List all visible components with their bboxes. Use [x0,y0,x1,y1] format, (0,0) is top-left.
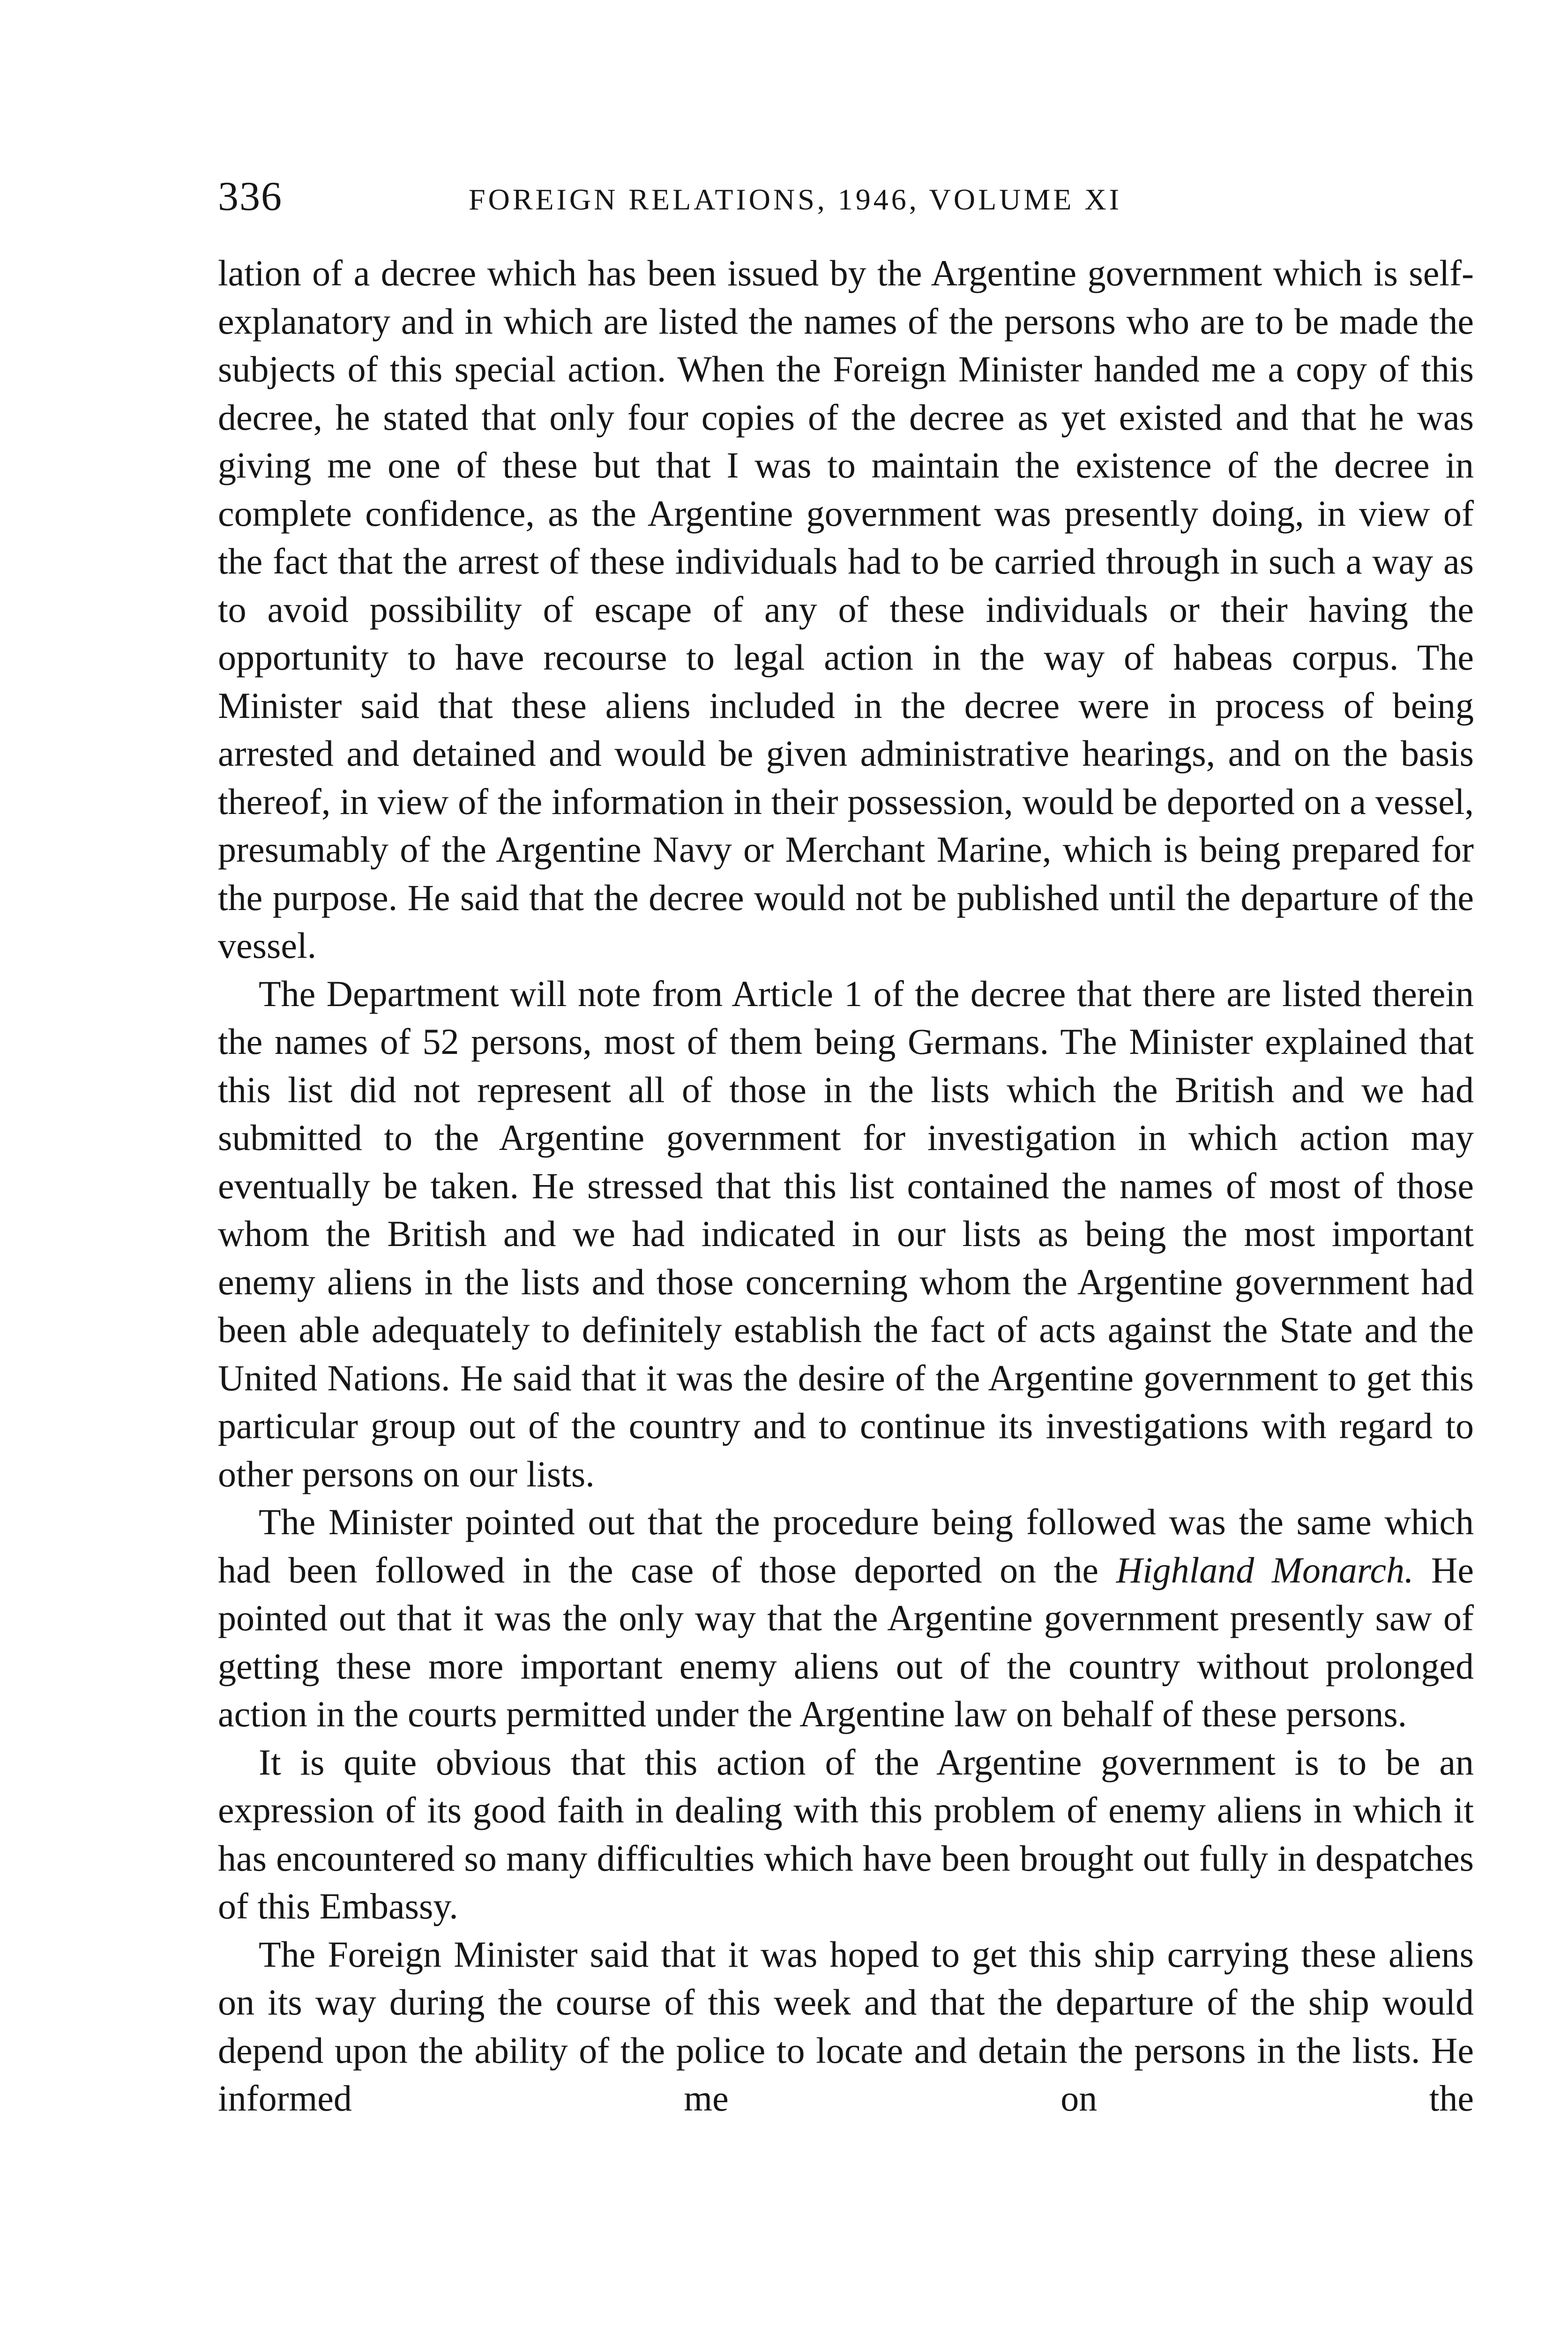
paragraph-ship-departure: The Foreign Minister said that it was hoped to get this ship carrying these aliens on its way during the course of this week and that the departure of the ship would depend upon the ability of the police to locate and detain the persons in the lists. He informed me on the [218,1933,1474,2119]
running-title: FOREIGN RELATIONS, 1946, VOLUME XI [469,183,1122,216]
paragraph-continued-decree: lation of a decree which has been issued by the Argentine government which is self-explanatory and in which are listed the names of the persons who are to be made the subjects of this special action. When the Foreign Minister handed me a copy of this decree, he stated that only four copies of the decree as yet existed and that he was giving me one of these but that I was to maintain the existence of the decree in complete confidence, as the Argentine government was presently doing, in view of the fact that the arrest of these individuals had to be carried through in such a way as to avoid possibility of escape of any of these individuals or their having the opportunity to have recourse to legal action in the way of habeas corpus. The Minister said that these aliens included in the decree were in process of being arrested and detained and would be given administrative hearings, and on the basis thereof, in view of the information in their possession, would be deported on a vessel, presumably of the Argentine Navy or Merchant Marine, which is being prepared for the purpose. He said that the decree would not be published until the departure of the vessel. [218,253,1474,966]
paragraph-good-faith: It is quite obvious that this action of the Argentine government is to be an expression of its good faith in dealing with this problem of enemy aliens in which it has encountered so many difficulties which have been brought out fully in despatches of this Embassy. [218,1741,1474,1926]
paragraph-procedure-end: He pointed out that it was the only way that the Argentine government presently saw of getting these more important enemy aliens out of the country without prolonged action in the courts permitted under the Argentine law on behalf of these persons. [218,1549,1474,1734]
running-head [218,169,1474,225]
paragraph-procedure-start: The Minister pointed out that the procedure being followed was the same which had been followed in the case of those deported on the [218,1501,1474,1590]
page-number: 336 [218,174,283,219]
paragraph-procedure [218,1498,1474,1739]
paragraph-article-list: The Department will note from Article 1 of the decree that there are listed therein the names of 52 persons, most of them being Germans. The Minister explained that this list did not represent all of those in the lists which the British and we had submitted to the Argentine government for investigation in which action may eventually be taken. He stressed that this list contained the names of most of those whom the British and we had indicated in our lists as being the most important enemy aliens in the lists and those concerning whom the Argentine government had been able adequately to definitely establish the fact of acts against the State and the United Nations. He said that it was the desire of the Argentine government to get this particular group out of the country and to continue its investigations with regard to other persons on our lists. [218,973,1474,1494]
ship-name-italic: Highland Monarch. [1116,1549,1414,1590]
body-text [218,249,1474,2123]
